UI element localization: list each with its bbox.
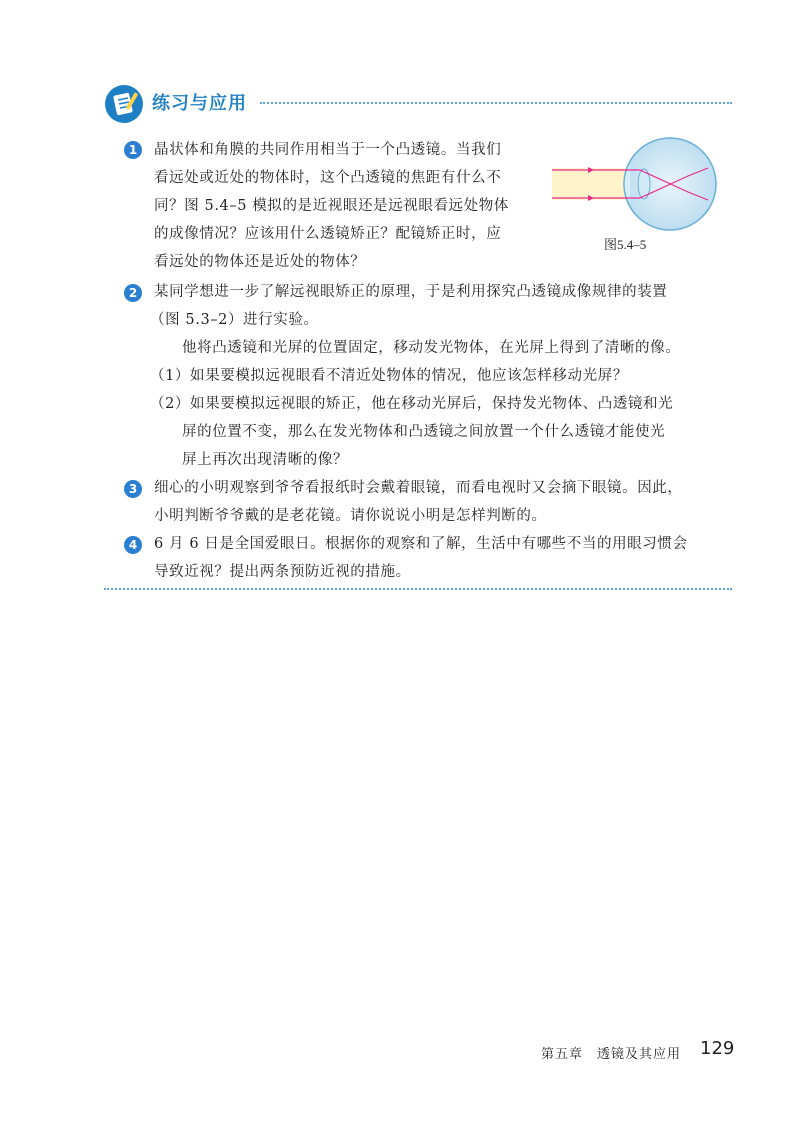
section-header: [104, 84, 732, 124]
question-number-3: 3: [124, 480, 142, 498]
figure-caption: 图5.4–5: [604, 237, 647, 252]
question-2-line: 屏上再次出现清晰的像？: [182, 452, 349, 468]
question-number-1: 1: [124, 141, 142, 159]
question-4-line: 导致近视？提出两条预防近视的措施。: [154, 564, 411, 580]
question-1-line: 看远处的物体还是近处的物体？: [154, 254, 366, 270]
question-3-line: 细心的小明观察到爷爷看报纸时会戴着眼镜，而看电视时又会摘下眼镜。因此，: [154, 480, 683, 496]
question-1-line: 的成像情况？应该用什么透镜矫正？配镜矫正时，应: [154, 226, 502, 242]
question-2-line: （图 5.3–2）进行实验。: [150, 312, 319, 328]
footer-chapter: 第五章 透镜及其应用: [541, 1047, 682, 1062]
question-1-line: 晶状体和角膜的共同作用相当于一个凸透镜。当我们: [154, 142, 502, 158]
myopia-eye-diagram: [548, 132, 720, 240]
question-2-line: 某同学想进一步了解远视眼矫正的原理，于是利用探究凸透镜成像规律的装置: [154, 284, 668, 300]
question-3-line: 小明判断爷爷戴的是老花镜。请你说说小明是怎样判断的。: [154, 508, 547, 524]
section-title: 练习与应用: [152, 93, 247, 114]
question-2-subitem-1: （1）如果要模拟远视眼看不清近处物体的情况，他应该怎样移动光屏？: [150, 368, 628, 384]
question-1-line: 看远处或近处的物体时，这个凸透镜的焦距有什么不: [154, 170, 502, 186]
header-divider: [260, 102, 732, 104]
exercise-book-icon: [104, 84, 144, 124]
page-number: 129: [700, 1038, 735, 1059]
question-number-4: 4: [124, 536, 142, 554]
question-4-line: 6 月 6 日是全国爱眼日。根据你的观察和了解，生活中有哪些不当的用眼习惯会: [154, 536, 688, 552]
question-2-line: 他将凸透镜和光屏的位置固定，移动发光物体，在光屏上得到了清晰的像。: [182, 340, 681, 356]
section-bottom-divider: [104, 588, 732, 590]
question-number-2: 2: [124, 284, 142, 302]
question-2-line: 屏的位置不变，那么在发光物体和凸透镜之间放置一个什么透镜才能使光: [182, 424, 666, 440]
question-1-line: 同？图 5.4–5 模拟的是近视眼还是远视眼看远处物体: [154, 198, 509, 214]
question-2-subitem-2: （2）如果要模拟远视眼的矫正，他在移动光屏后，保持发光物体、凸透镜和光: [150, 396, 674, 412]
